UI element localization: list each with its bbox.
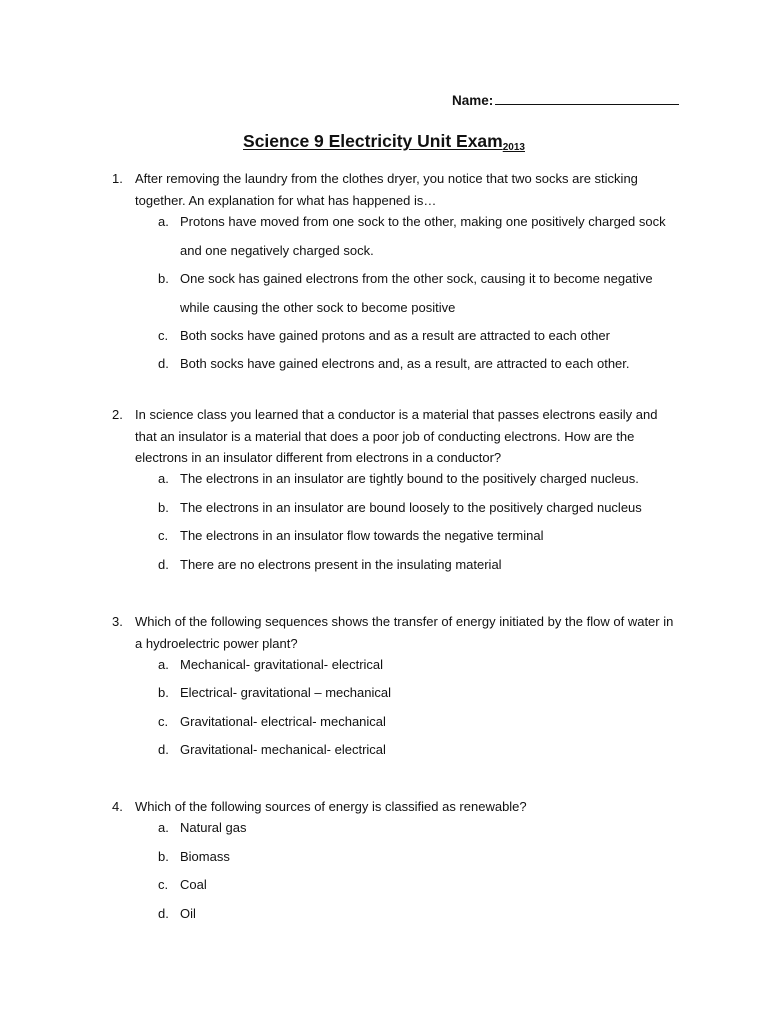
option-text: Biomass [180,849,230,864]
option-letter: b. [158,271,169,286]
option-text: Oil [180,906,196,921]
option-text: Electrical- gravitational – mechanical [180,685,391,700]
question-number: 4. [112,799,123,814]
option-letter: d. [158,557,169,572]
option-text: Gravitational- mechanical- electrical [180,742,386,757]
option-letter: d. [158,906,169,921]
option-text: There are no electrons present in the insulating material [180,557,502,572]
option-letter: a. [158,657,169,672]
question-text: Which of the following sources of energy is classified as renewable? [135,799,527,814]
option-letter: a. [158,471,169,486]
option-letter: c. [158,877,169,892]
name-field [452,92,679,108]
option-text: The electrons in an insulator are tightly bound to the positively charged nucleus. [180,471,639,486]
option-text: Coal [180,877,207,892]
exam-title [0,131,768,153]
question-text: After removing the laundry from the clothes dryer, you notice that two socks are sticking together. An explanation for what has happened is… [135,171,638,208]
question-number: 1. [112,171,123,186]
exam-year: 2013 [502,142,525,153]
option-letter: d. [158,356,169,371]
option-letter: c. [158,528,169,543]
option-letter: c. [158,714,169,729]
option-letter: a. [158,820,169,835]
name-label: Name: [452,93,494,108]
option-text: Natural gas [180,820,247,835]
question-text: In science class you learned that a conductor is a material that passes electrons easily and that an insulator is a material that does a poor job of conducting electrons. How are the electrons in an insulator different from electrons in a conductor? [135,407,658,465]
exam-title-text: Science 9 Electricity Unit Exam [243,131,503,151]
option-letter: b. [158,685,169,700]
option-letter: a. [158,214,169,229]
option-text: Mechanical- gravitational- electrical [180,657,384,672]
option-letter: d. [158,742,169,757]
question-number: 2. [112,407,123,422]
option-text: The electrons in an insulator flow towards the negative terminal [180,528,544,543]
option-text: Both socks have gained protons and as a result are attracted to each other [180,328,610,343]
option-text: One sock has gained electrons from the other sock, causing it to become negative while causing the other sock to become positive [180,271,653,315]
question-number: 3. [112,614,123,629]
option-text: The electrons in an insulator are bound loosely to the positively charged nucleus [180,500,642,515]
option-text: Both socks have gained electrons and, as a result, are attracted to each other. [180,356,630,371]
option-letter: c. [158,328,169,343]
option-letter: b. [158,849,169,864]
name-blank-line [495,92,679,105]
option-text: Protons have moved from one sock to the other, making one positively charged sock and one negatively charged sock. [180,214,666,258]
option-text: Gravitational- electrical- mechanical [180,714,386,729]
option-letter: b. [158,500,169,515]
question-text: Which of the following sequences shows the transfer of energy initiated by the flow of water in a hydroelectric power plant? [135,614,674,651]
